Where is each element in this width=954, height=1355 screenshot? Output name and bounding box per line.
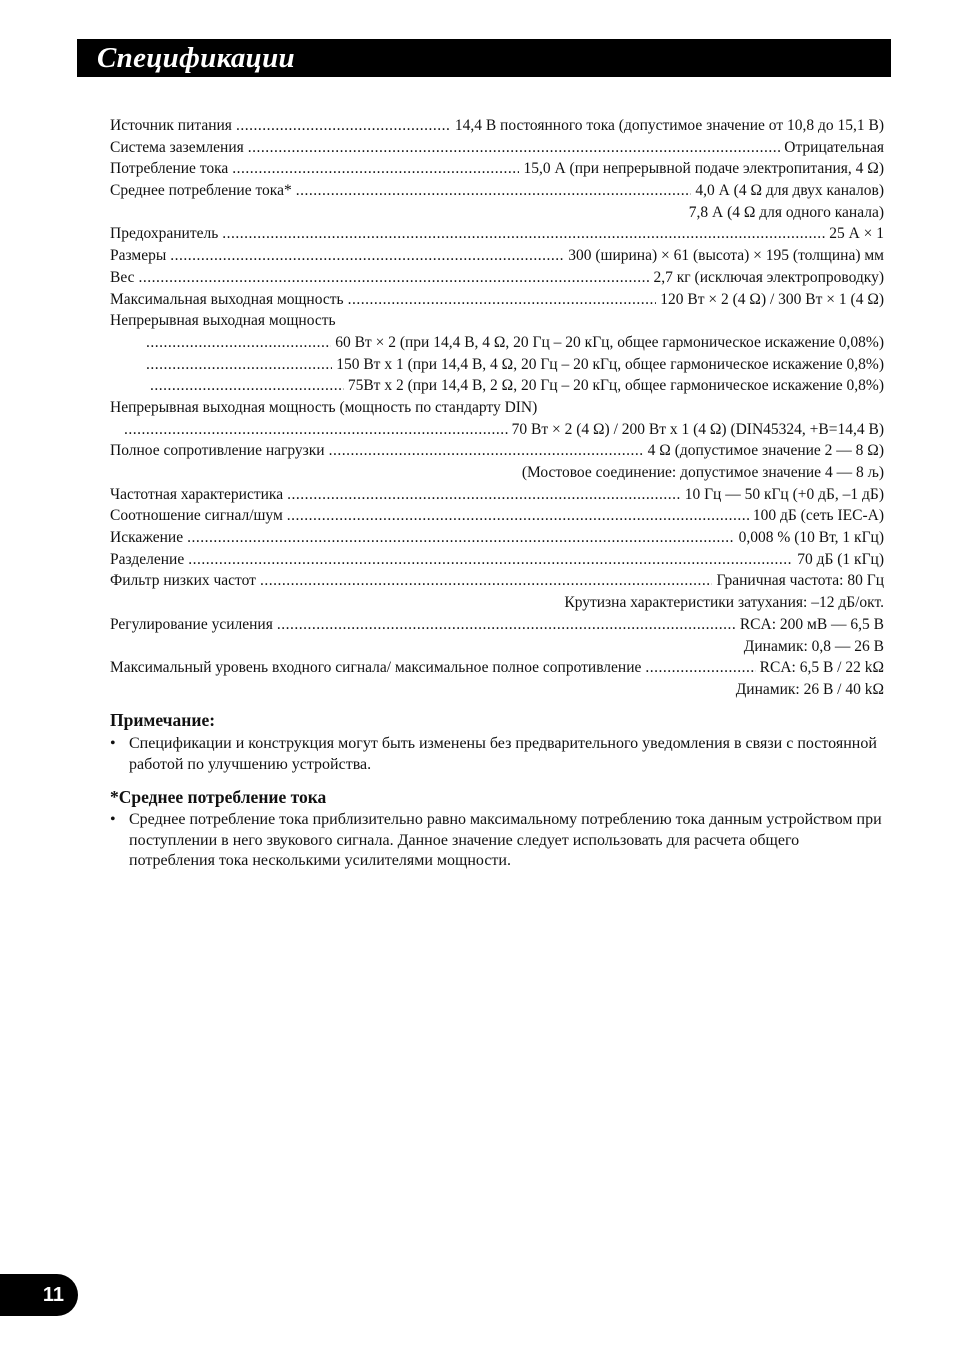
- spec-value: 4,0 А (4 Ω для двух каналов): [695, 182, 884, 200]
- spec-value: (Мостовое соединение: допустимое значение 4 — 8 љ): [521, 464, 884, 481]
- spec-row: [110, 484, 884, 506]
- spec-row: [110, 570, 884, 592]
- spec-value: 70 дБ (1 кГц): [797, 550, 884, 568]
- spec-value: 60 Вт × 2 (при 14,4 В, 4 Ω, 20 Гц – 20 кГц, общее гармоническое искажение 0,08%): [335, 333, 884, 351]
- spec-row: [110, 332, 884, 354]
- spec-value: Граничная частота: 80 Гц: [716, 572, 884, 590]
- specifications-list: [110, 115, 884, 701]
- spec-label: Искажение: [110, 529, 184, 547]
- note-text: Спецификации и конструкция могут быть изменены без предварительного уведомления в связи с постоянной работой по улучшению устройства.: [129, 735, 877, 773]
- spec-value: 14,4 В постоянного тока (допустимое значение от 10,8 до 15,1 В): [454, 117, 884, 134]
- leader-dots: [187, 527, 735, 549]
- spec-label: Размеры: [110, 247, 167, 265]
- leader-dots: [248, 137, 780, 159]
- spec-label: Непрерывная выходная мощность: [110, 312, 336, 330]
- spec-row: [110, 462, 884, 484]
- spec-row: [110, 202, 884, 224]
- spec-value: 150 Вт x 1 (при 14,4 В, 4 Ω, 20 Гц – 20 кГц, общее гармоническое искажение 0,8%): [336, 355, 884, 373]
- spec-row: [110, 245, 884, 267]
- leader-dots: [348, 289, 657, 311]
- spec-value: Крутизна характеристики затухания: –12 дБ/окт.: [564, 594, 884, 612]
- spec-label: Полное сопротивление нагрузки: [110, 442, 325, 460]
- leader-dots: [124, 419, 508, 441]
- spec-value: 7,8 А (4 Ω для одного канала): [688, 203, 884, 221]
- spec-row: [110, 505, 884, 527]
- leader-dots: [222, 223, 825, 245]
- average-current-text: Среднее потребление тока приблизительно равно максимальному потреблению тока данным устройством при поступлении в него звукового сигнала. Данное значение следует использовать для расчета общего потребления тока несколькими усилителями мощности.: [129, 811, 882, 869]
- spec-value: Динамик: 26 В / 40 kΩ: [735, 680, 884, 698]
- spec-row: [110, 375, 884, 397]
- leader-dots: [329, 440, 644, 462]
- spec-label: Предохранитель: [110, 225, 219, 243]
- spec-label: Фильтр низких частот: [110, 572, 256, 590]
- spec-row: [110, 310, 884, 332]
- spec-value: 70 Вт × 2 (4 Ω) / 200 Вт x 1 (4 Ω) (DIN45324, +B=14,4 В): [511, 420, 884, 438]
- bullet-marker: •: [110, 811, 116, 828]
- leader-dots: [170, 245, 564, 267]
- section-title-bar: [77, 39, 891, 77]
- average-current-heading: *Среднее потребление тока: [110, 787, 327, 807]
- spec-value: 75Вт x 2 (при 14,4 В, 2 Ω, 20 Гц – 20 кГц, общее гармоническое искажение 0,8%): [347, 377, 884, 395]
- leader-dots: [287, 484, 681, 506]
- leader-dots: [232, 158, 519, 180]
- spec-label: Потребление тока: [110, 160, 229, 178]
- page-title: Спецификации: [97, 42, 295, 74]
- leader-dots: [146, 354, 332, 376]
- spec-value: 120 Вт × 2 (4 Ω) / 300 Вт × 1 (4 Ω): [660, 290, 884, 308]
- spec-row: [110, 419, 884, 441]
- spec-row: [110, 614, 884, 636]
- spec-value: 0,008 % (10 Вт, 1 кГц): [738, 529, 884, 547]
- spec-row: [110, 527, 884, 549]
- spec-value: RCA: 6,5 В / 22 kΩ: [759, 659, 884, 677]
- note-bullet: [110, 734, 886, 775]
- spec-label: Максимальный уровень входного сигнала/ максимальное полное сопротивление: [110, 659, 642, 677]
- spec-label: Соотношение сигнал/шум: [110, 507, 283, 525]
- spec-row: [110, 657, 884, 679]
- spec-value: RCA: 200 мВ — 6,5 В: [739, 615, 884, 633]
- bullet-marker: •: [110, 735, 116, 752]
- spec-value: Динамик: 0,8 — 26 В: [743, 637, 884, 655]
- spec-row: [110, 440, 884, 462]
- spec-value: 15,0 А (при непрерывной подаче электропитания, 4 Ω): [523, 160, 884, 178]
- spec-label: Вес: [110, 268, 135, 286]
- leader-dots: [645, 657, 755, 679]
- leader-dots: [150, 375, 344, 397]
- spec-row: [110, 636, 884, 658]
- leader-dots: [296, 180, 692, 202]
- spec-label: Частотная характеристика: [110, 485, 284, 503]
- spec-label: Источник питания: [110, 117, 232, 134]
- spec-row: [110, 267, 884, 289]
- spec-value: 100 дБ (сеть IEC-A): [752, 507, 884, 525]
- spec-row: [110, 679, 884, 701]
- spec-value: 10 Гц — 50 кГц (+0 дБ, –1 дБ): [684, 485, 884, 503]
- spec-row: [110, 137, 884, 159]
- leader-dots: [260, 570, 713, 592]
- spec-row: [110, 223, 884, 245]
- spec-value: 2,7 кг (исключая электропроводку): [653, 268, 884, 286]
- note-heading: Примечание:: [110, 710, 216, 730]
- spec-label: Среднее потребление тока*: [110, 182, 292, 200]
- spec-value: 300 (ширина) × 61 (высота) × 195 (толщина) мм: [568, 247, 884, 265]
- leader-dots: [138, 267, 649, 289]
- average-current-bullet: [110, 810, 886, 872]
- spec-label: Максимальная выходная мощность: [110, 290, 344, 308]
- spec-label: Система заземления: [110, 138, 244, 156]
- spec-label: Регулирование усиления: [110, 615, 273, 633]
- leader-dots: [188, 549, 793, 571]
- page-number: 11: [0, 1274, 78, 1316]
- leader-dots: [146, 332, 331, 354]
- spec-row: [110, 115, 884, 137]
- leader-dots: [236, 115, 451, 137]
- spec-row: [110, 592, 884, 614]
- leader-dots: [287, 505, 749, 527]
- spec-label: Непрерывная выходная мощность (мощность по стандарту DIN): [110, 398, 538, 416]
- spec-value: Отрицательная: [784, 138, 884, 156]
- spec-row: [110, 180, 884, 202]
- spec-row: [110, 158, 884, 180]
- spec-row: [110, 397, 884, 419]
- spec-row: [110, 354, 884, 376]
- spec-value: 4 Ω (допустимое значение 2 — 8 Ω): [647, 442, 884, 460]
- leader-dots: [277, 614, 736, 636]
- spec-value: 25 А × 1: [829, 225, 884, 243]
- spec-label: Разделение: [110, 550, 185, 568]
- spec-row: [110, 549, 884, 571]
- spec-row: [110, 289, 884, 311]
